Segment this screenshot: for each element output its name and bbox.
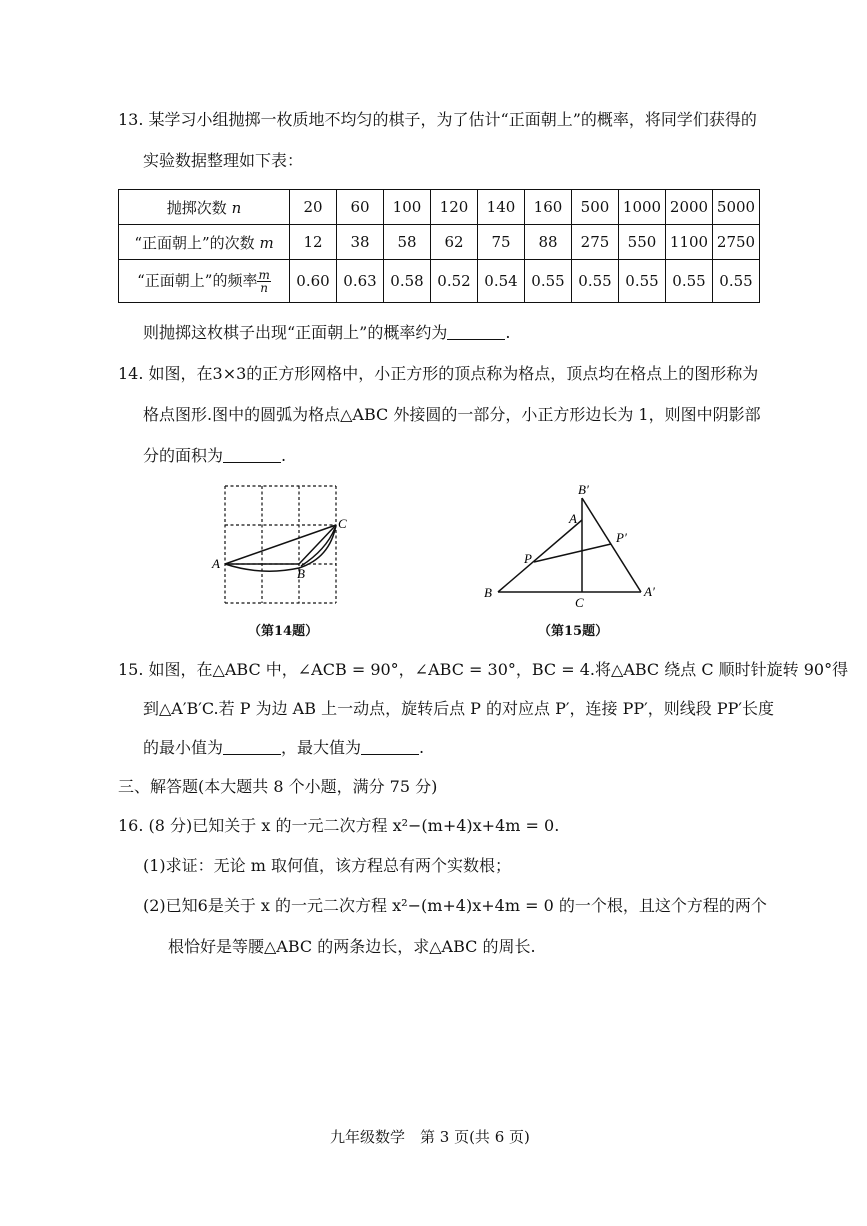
label-a-prime: A′ <box>644 584 655 599</box>
q15-line3: 的最小值为 ，最大值为 . <box>143 738 425 757</box>
table-header-heads: “正面朝上”的次数 m <box>119 225 290 260</box>
table-cell: 58 <box>384 225 431 260</box>
label-p-prime: P′ <box>616 530 627 545</box>
table-cell: 1000 <box>619 190 666 225</box>
q16-part1: (1)求证：无论 m 取何值，该方程总有两个实数根； <box>143 856 512 875</box>
figure-15-triangles <box>478 478 668 613</box>
figure-14-grid <box>205 478 365 613</box>
table-cell: 2000 <box>666 190 713 225</box>
table-row-heads <box>119 225 760 260</box>
figure-14-caption: （第14题） <box>248 624 319 639</box>
table-row-throws <box>119 190 760 225</box>
label-b: B <box>297 566 305 581</box>
table-cell: 5000 <box>713 190 760 225</box>
table-cell: 2750 <box>713 225 760 260</box>
frequency-table <box>118 189 760 303</box>
q14-line1: 14. 如图，在3×3的正方形网格中，小正方形的顶点称为格点，顶点均在格点上的图形称为 <box>118 364 759 383</box>
table-header-throws: 抛掷次数 n <box>119 190 290 225</box>
label-c: C <box>575 595 584 610</box>
q13-line1: 13. 某学习小组抛掷一枚质地不均匀的棋子，为了估计“正面朝上”的概率，将同学们获得的 <box>118 110 757 129</box>
answer-blank-min[interactable] <box>223 740 281 755</box>
answer-blank[interactable] <box>223 448 281 463</box>
table-cell: 0.58 <box>384 260 431 303</box>
table-cell: 1100 <box>666 225 713 260</box>
section-3-title: 三、解答题(本大题共 8 个小题，满分 75 分) <box>118 777 438 796</box>
answer-blank[interactable] <box>447 325 505 340</box>
q15-line2: 到△A′B′C.若 P 为边 AB 上一动点，旋转后点 P 的对应点 P′，连接 PP′，则线段 PP′长度 <box>143 699 774 718</box>
table-cell: 160 <box>525 190 572 225</box>
label-b: B <box>484 585 492 600</box>
table-header-frequency: “正面朝上”的频率 $\frac{m}{n}$ <box>119 260 290 303</box>
q13-answer-line: 则抛掷这枚棋子出现“正面朝上”的概率约为 . <box>143 323 511 342</box>
answer-blank-max[interactable] <box>361 740 419 755</box>
table-cell: 100 <box>384 190 431 225</box>
table-cell: 0.55 <box>572 260 619 303</box>
page-footer: 九年级数学 第 3 页(共 6 页) <box>330 1128 530 1146</box>
label-p: P <box>524 551 532 566</box>
table-cell: 38 <box>337 225 384 260</box>
table-cell: 0.55 <box>666 260 713 303</box>
table-cell: 0.55 <box>619 260 666 303</box>
table-cell: 88 <box>525 225 572 260</box>
q15-line1: 15. 如图，在△ABC 中，∠ACB = 90°，∠ABC = 30°，BC = 4.将△ABC 绕点 C 顺时针旋转 90°得 <box>118 660 849 679</box>
table-cell: 140 <box>478 190 525 225</box>
table-cell: 62 <box>431 225 478 260</box>
table-cell: 60 <box>337 190 384 225</box>
label-c: C <box>338 516 347 531</box>
table-cell: 0.52 <box>431 260 478 303</box>
table-cell: 275 <box>572 225 619 260</box>
table-cell: 500 <box>572 190 619 225</box>
label-b-prime: B′ <box>578 482 589 497</box>
arc-bc-inner <box>301 528 335 566</box>
q16-part2-line2: 根恰好是等腰△ABC 的两条边长，求△ABC 的周长. <box>168 937 536 956</box>
table-cell: 0.54 <box>478 260 525 303</box>
segment-ba <box>498 520 582 592</box>
fraction-m-over-n: $\frac{m}{n}$ <box>258 267 270 295</box>
q13-line2: 实验数据整理如下表： <box>143 151 304 170</box>
label-a: A <box>212 556 220 571</box>
segment-b1a1 <box>582 498 641 592</box>
table-cell: 0.60 <box>290 260 337 303</box>
table-row-frequency <box>119 260 760 303</box>
table-cell: 20 <box>290 190 337 225</box>
q14-line2: 格点图形.图中的圆弧为格点△ABC 外接圆的一部分，小正方形边长为 1，则图中阴影部 <box>143 405 761 424</box>
table-cell: 0.63 <box>337 260 384 303</box>
segment-pp1 <box>534 544 611 562</box>
table-cell: 75 <box>478 225 525 260</box>
figure-15-caption: （第15题） <box>538 624 609 639</box>
segment-ac <box>225 525 336 564</box>
q16-part2-line1: (2)已知6是关于 x 的一元二次方程 x²−(m+4)x+4m = 0 的一个根，且这个方程的两个 <box>143 896 767 915</box>
table-cell: 0.55 <box>713 260 760 303</box>
table-cell: 550 <box>619 225 666 260</box>
table-cell: 0.55 <box>525 260 572 303</box>
q14-line3: 分的面积为 . <box>143 446 287 465</box>
q16-stem: 16. (8 分)已知关于 x 的一元二次方程 x²−(m+4)x+4m = 0. <box>118 816 560 835</box>
label-a: A <box>569 511 577 526</box>
table-cell: 12 <box>290 225 337 260</box>
table-cell: 120 <box>431 190 478 225</box>
